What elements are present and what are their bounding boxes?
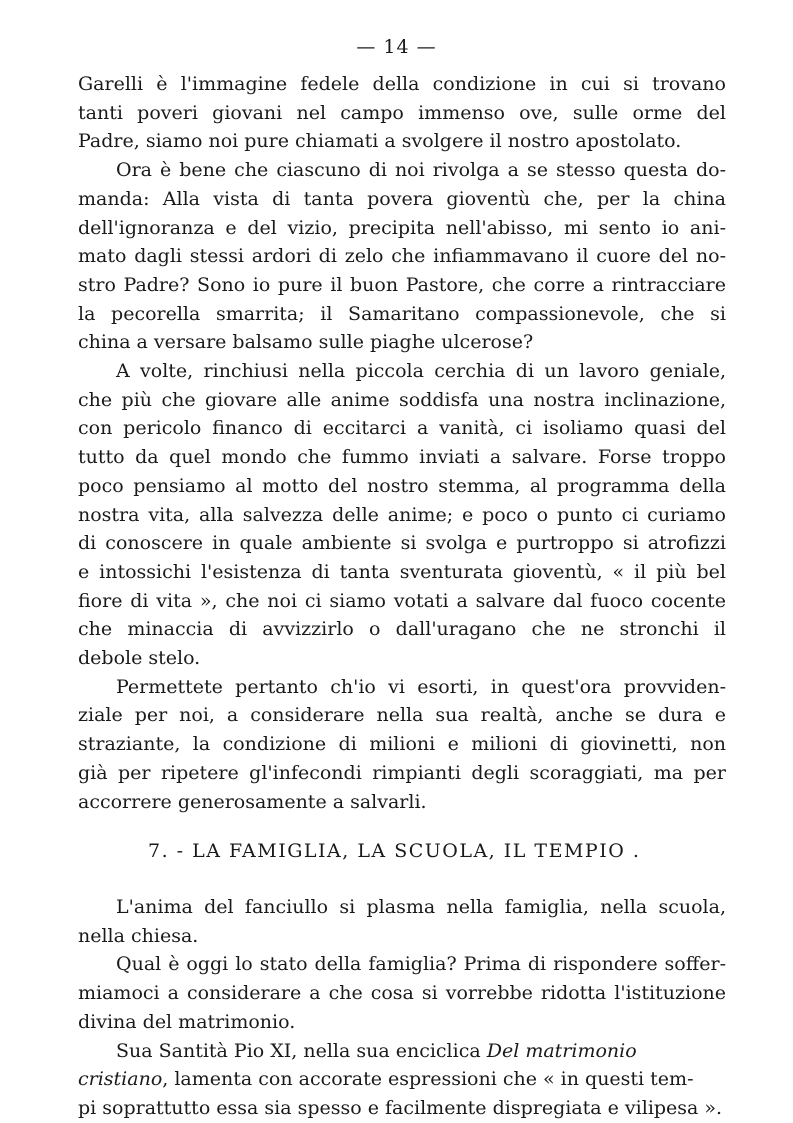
- text-fragment: , lamenta con accorate espressioni che « in questi tem-: [162, 1068, 694, 1091]
- text-line: che più che giovare alle anime soddisfa una nostra inclinazione,: [78, 388, 726, 411]
- text-line: [78, 1037, 726, 1066]
- text-line: tutto da quel mondo che fummo inviati a salvare. Forse troppo: [78, 446, 726, 469]
- text-line: fiore di vita », che noi ci siamo votati a salvare dal fuoco cocente: [78, 589, 726, 612]
- text-line: Permettete pertanto ch'io vi esorti, in quest'ora provviden-: [116, 675, 726, 698]
- text-line: e intossichi l'esistenza di tanta sventurata gioventù, « il più bel: [78, 560, 726, 583]
- text-line: nella chiesa.: [78, 924, 199, 947]
- text-line: Garelli è l'immagine fedele della condizione in cui si trovano: [78, 73, 726, 95]
- text-line: [78, 1065, 726, 1094]
- text-line: la pecorella smarrita; il Samaritano compassionevole, che si: [78, 302, 726, 325]
- text-line: accorrere generosamente a salvarli.: [78, 790, 427, 813]
- text-line: con pericolo financo di eccitarci a vanità, ci isoliamo quasi del: [78, 417, 726, 440]
- text-line: nostra vita, alla salvezza delle anime; e poco o punto ci curiamo: [78, 503, 726, 526]
- text-line: A volte, rinchiusi nella piccola cerchia di un lavoro geniale,: [116, 360, 726, 383]
- text-line: divina del matrimonio.: [78, 1010, 296, 1033]
- section-heading: 7. - LA FAMIGLIA, LA SCUOLA, IL TEMPIO .: [148, 840, 641, 862]
- text-line: L'anima del fanciullo si plasma nella famiglia, nella scuola,: [116, 896, 726, 918]
- body-text-before-heading: [78, 70, 726, 816]
- text-line: Padre, siamo noi pure chiamati a svolgere il nostro apostolato.: [78, 130, 682, 153]
- text-line: debole stelo.: [78, 647, 201, 670]
- text-line: straziante, la condizione di milioni e milioni di giovinetti, non: [78, 733, 726, 756]
- text-line: stro Padre? Sono io pure il buon Pastore, che corre a rintracciare: [78, 273, 726, 296]
- text-line: Ora è bene che ciascuno di noi rivolga a se stesso questa do-: [116, 159, 726, 182]
- text-line: tanti poveri giovani nel campo immenso ove, sulle orme del: [78, 101, 726, 124]
- body-text-after-heading: [78, 893, 726, 1123]
- text-fragment: Sua Santità Pio XI, nella sua enciclica: [116, 1039, 481, 1062]
- text-line: che minaccia di avvizzirlo o dall'uragano che ne stronchi il: [78, 618, 726, 641]
- encyclical-title-continued: cristiano: [78, 1068, 163, 1091]
- text-line: dell'ignoranza e del vizio, precipita nell'abisso, mi sento io ani-: [78, 216, 726, 239]
- page-number: — 14 —: [356, 36, 437, 58]
- text-line: pi soprattutto essa sia spesso e facilmente dispregiata e vilipesa ».: [78, 1096, 723, 1119]
- text-line: mato dagli stessi ardori di zelo che infiammavano il cuore del no-: [78, 245, 726, 268]
- text-line: miamoci a considerare a che cosa si vorrebbe ridotta l'istituzione: [78, 982, 726, 1005]
- text-line: poco pensiamo al motto del nostro stemma, al programma della: [78, 474, 726, 497]
- text-line: china a versare balsamo sulle piaghe ulcerose?: [78, 331, 534, 354]
- encyclical-title: Del matrimonio: [486, 1039, 637, 1062]
- text-line: di conoscere in quale ambiente si svolga e purtroppo si atrofizzi: [78, 532, 726, 555]
- text-line: ziale per noi, a considerare nella sua realtà, anche se dura e: [78, 704, 726, 727]
- text-line: Qual è oggi lo stato della famiglia? Prima di rispondere soffer-: [116, 953, 726, 976]
- text-line: già per ripetere gl'infecondi rimpianti degli scoraggiati, ma per: [78, 761, 726, 784]
- text-line: manda: Alla vista di tanta povera gioventù che, per la china: [78, 187, 726, 210]
